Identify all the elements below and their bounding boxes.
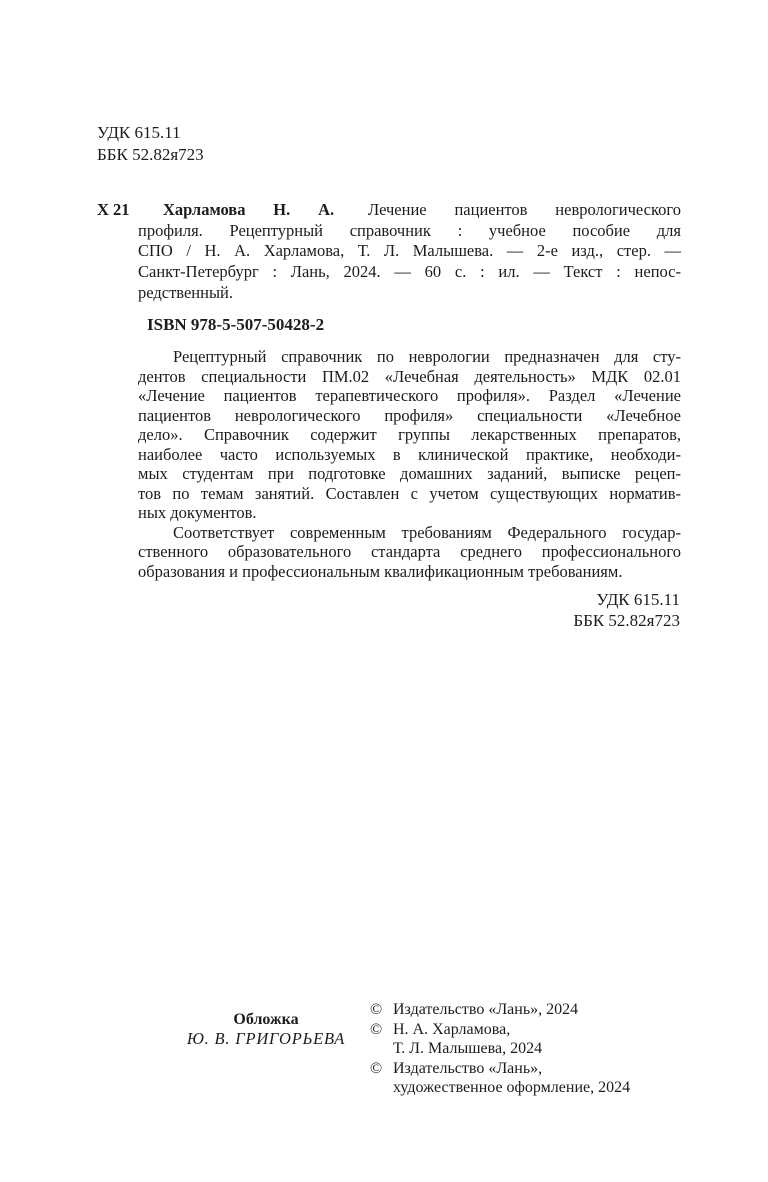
copyright-line: Т. Л. Малышева, 2024 xyxy=(393,1040,543,1057)
annotation-line: дентов специальности ПМ.02 «Лечебная деятельность» МДК 02.01 xyxy=(138,366,681,386)
annotation-line: пациентов неврологического профиля» специальности «Лечебное xyxy=(138,405,681,425)
bbk-code-repeat: ББК 52.82я723 xyxy=(573,611,680,630)
bibliographic-line: Санкт-Петербург : Лань, 2024. — 60 с. : ил. — Текст : непос- xyxy=(138,262,681,282)
bibliographic-line: редственный. xyxy=(138,282,234,302)
annotation-line: образования и профессиональным квалификационным требованиям. xyxy=(138,561,623,581)
annotation xyxy=(138,347,681,581)
copyright-line: Издательство «Лань», xyxy=(393,1059,543,1077)
top-classification-codes xyxy=(97,122,204,166)
annotation-line: ных документов. xyxy=(138,503,257,522)
annotation-line: тов по темам занятий. Составлен с учетом существующих норматив- xyxy=(138,483,681,503)
cover-designer-name: Ю. В. ГРИГОРЬЕВА xyxy=(186,1029,346,1048)
annotation-line: «Лечение пациентов терапевтического профиля». Раздел «Лечение xyxy=(138,386,681,405)
udk-code: УДК 615.11 xyxy=(97,123,181,142)
bibliographic-line: профиля. Рецептурный справочник : учебное пособие для xyxy=(138,220,681,240)
copyright-item xyxy=(370,1059,630,1098)
isbn: ISBN 978-5-507-50428-2 xyxy=(147,315,325,334)
copyright-notices xyxy=(370,1000,630,1098)
catalog-author-sign: Х 21 xyxy=(97,200,130,219)
copyright-line: художественное оформление, 2024 xyxy=(393,1079,631,1096)
annotation-line: наиболее часто используемых в клинической практике, необходи- xyxy=(138,444,681,464)
cover-credit xyxy=(163,1010,369,1048)
repeat-classification-codes xyxy=(573,589,680,631)
annotation-line: мых студентам при подготовке домашних заданий, выписке рецеп- xyxy=(138,464,681,483)
annotation-line: Соответствует современным требованиям Федерального государ- xyxy=(173,522,681,542)
bibliographic-line xyxy=(138,200,681,221)
catalog-card xyxy=(97,200,681,304)
annotation-paragraph-1 xyxy=(138,347,681,523)
copyright-symbol: © xyxy=(370,1001,383,1018)
copyright-symbol: © xyxy=(370,1020,383,1038)
cover-credit-label: Обложка xyxy=(233,1011,299,1028)
annotation-line: ственного образовательного стандарта среднего профессионального xyxy=(138,542,681,561)
bbk-code: ББК 52.82я723 xyxy=(97,145,204,164)
bibliographic-description xyxy=(138,200,681,304)
copyright-line: Издательство «Лань», 2024 xyxy=(393,1001,579,1018)
copyright-symbol: © xyxy=(370,1059,383,1077)
bibliographic-line: СПО / Н. А. Харламова, Т. Л. Малышева. — 2-е изд., стер. — xyxy=(138,241,681,261)
copyright-item xyxy=(370,1020,630,1059)
copyright-item xyxy=(370,1000,630,1020)
annotation-line: дело». Справочник содержит группы лекарственных препаратов, xyxy=(138,425,681,444)
annotation-paragraph-2 xyxy=(138,523,681,582)
author-name: Харламова Н. А. xyxy=(163,200,335,219)
bibliographic-line-text: Лечение пациентов неврологического xyxy=(368,200,682,219)
annotation-line: Рецептурный справочник по неврологии предназначен для сту- xyxy=(173,347,681,366)
udk-code-repeat: УДК 615.11 xyxy=(596,590,680,609)
copyright-line: Н. А. Харламова, xyxy=(393,1020,511,1038)
